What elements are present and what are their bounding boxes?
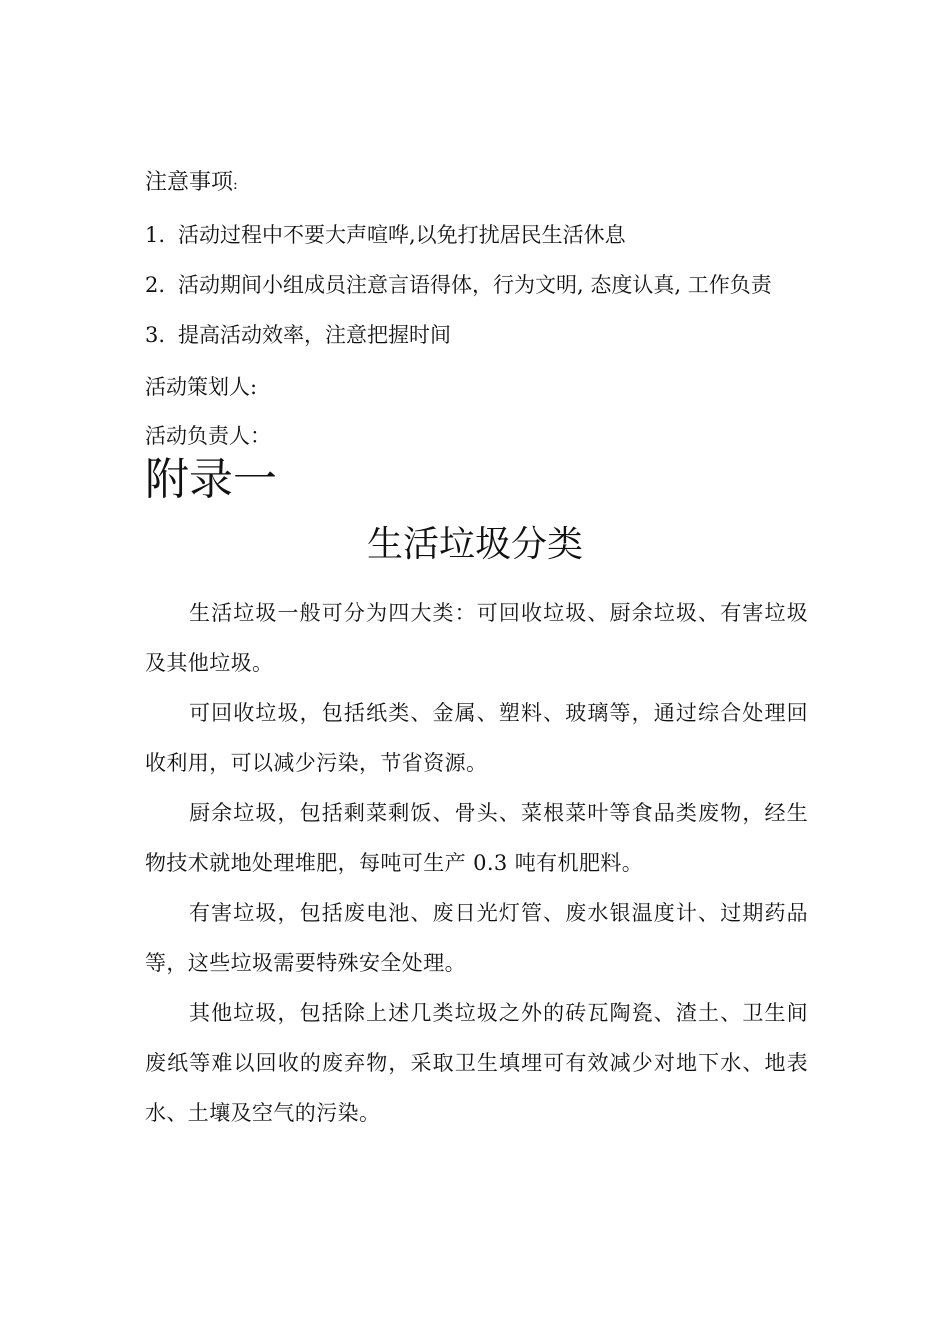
notes-heading-mark: : [233,177,238,193]
appendix-heading: 附录一 [145,454,277,505]
section-title: 生活垃圾分类 [366,524,583,565]
paragraph: 厨余垃圾，包括剩菜剩饭、骨头、菜根菜叶等食品类废物，经生物技术就地处理堆肥，每吨可生产 0.3 吨有机肥料。 [145,801,808,875]
activity-leader-label: 活动负责人： [145,424,271,448]
paragraph: 生活垃圾一般可分为四大类：可回收垃圾、厨余垃圾、有害垃圾及其他垃圾。 [145,601,808,675]
note-text: 活动期间小组成员注意言语得体，行为文明, 态度认真, 工作负责 [178,273,772,297]
activity-planner-label: 活动策划人: [145,375,258,399]
note-item-1 [145,220,626,250]
paragraph: 其他垃圾，包括除上述几类垃圾之外的砖瓦陶瓷、渣土、卫生间废纸等难以回收的废弃物，采取卫生填埋可有效减少对地下水、地表水、土壤及空气的污染。 [145,1001,808,1125]
paragraph: 可回收垃圾，包括纸类、金属、塑料、玻璃等，通过综合处理回收利用，可以减少污染，节省资源。 [145,701,808,775]
note-number: 2. [145,273,166,297]
note-number: 3. [145,323,166,347]
note-number: 1. [145,223,166,247]
note-text: 活动过程中不要大声喧哗,以免打扰居民生活休息 [178,223,626,247]
notes-heading-text: 注意事项 [145,170,234,195]
note-item-2 [145,270,772,300]
notes-heading [145,168,238,200]
note-text: 提高活动效率，注意把握时间 [178,323,451,347]
paragraph: 有害垃圾，包括废电池、废日光灯管、废水银温度计、过期药品等，这些垃圾需要特殊安全处理。 [145,901,808,975]
note-item-3 [145,320,451,350]
appendix-body [145,588,808,1138]
